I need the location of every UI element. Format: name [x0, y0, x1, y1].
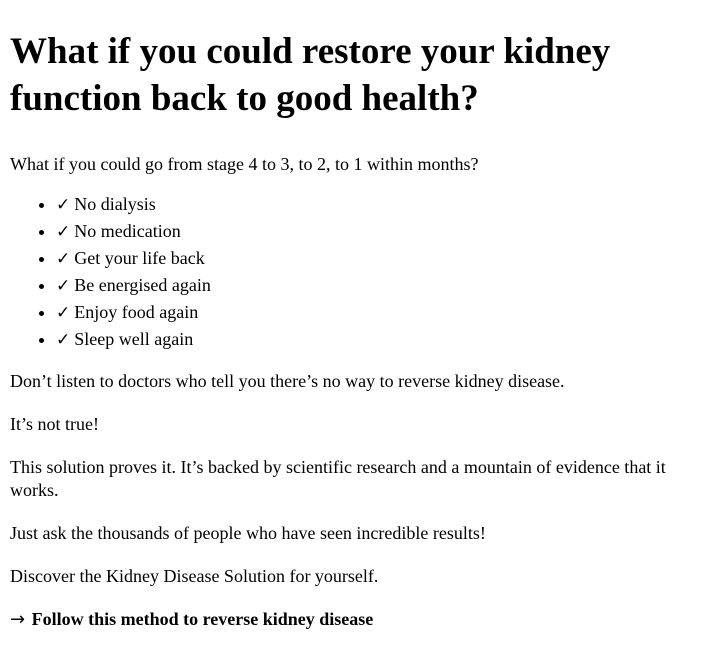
list-item [56, 245, 711, 272]
intro-text: What if you could go from stage 4 to 3, to 2, to 1 within months? [10, 154, 479, 174]
not-true-paragraph: It’s not true! [10, 414, 99, 434]
cta-link[interactable] [10, 608, 711, 631]
list-item [56, 191, 711, 218]
checkmark-icon: ✓ [56, 303, 71, 323]
ask-paragraph: Just ask the thousands of people who have seen incredible results! [10, 523, 486, 543]
checkmark-icon: ✓ [56, 276, 71, 296]
list-item [56, 326, 711, 353]
list-item-label: No medication [74, 221, 181, 241]
cta-paragraph [10, 608, 711, 631]
list-item-label: No dialysis [74, 194, 156, 214]
list-item-label: Get your life back [74, 248, 205, 268]
list-item-label: Enjoy food again [74, 302, 199, 322]
list-item [56, 299, 711, 326]
benefits-list [10, 191, 711, 353]
list-item [56, 218, 711, 245]
cta-label: Follow this method to reverse kidney disease [31, 609, 374, 629]
doctors-paragraph: Don’t listen to doctors who tell you there’s no way to reverse kidney disease. [10, 371, 565, 391]
checkmark-icon: ✓ [56, 330, 71, 350]
article [0, 28, 721, 631]
discover-paragraph: Discover the Kidney Disease Solution for yourself. [10, 566, 379, 586]
arrow-right-icon: → [10, 609, 26, 630]
page-title: What if you could restore your kidney function back to good health? [10, 31, 611, 119]
checkmark-icon: ✓ [56, 195, 71, 215]
proof-paragraph: This solution proves it. It’s backed by scientific research and a mountain of evidence that it works. [10, 457, 666, 500]
checkmark-icon: ✓ [56, 222, 71, 242]
list-item-label: Sleep well again [74, 329, 194, 349]
list-item-label: Be energised again [74, 275, 211, 295]
list-item [56, 272, 711, 299]
checkmark-icon: ✓ [56, 249, 71, 269]
